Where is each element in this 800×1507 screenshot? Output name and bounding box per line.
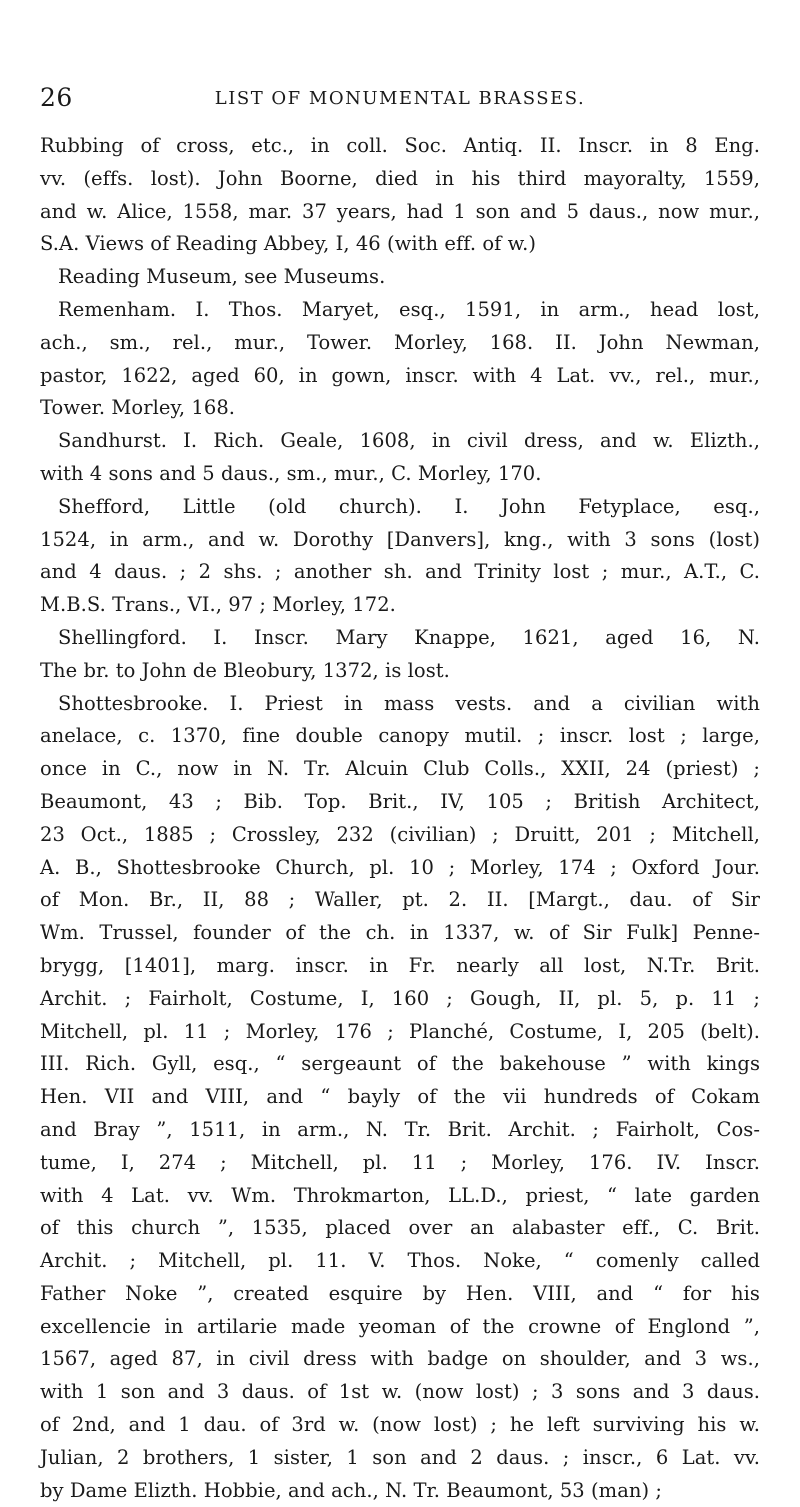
text-line: pastor, 1622, aged 60, in gown, inscr. with 4 Lat. vv., rel., mur., xyxy=(40,363,760,387)
text-line: Julian, 2 brothers, 1 sister, 1 son and 2 daus. ; inscr., 6 Lat. vv. xyxy=(40,1445,760,1469)
text-line: anelace, c. 1370, fine double canopy mutil. ; inscr. lost ; large, xyxy=(40,724,760,748)
text-line: of 2nd, and 1 dau. of 3rd w. (now lost) ; he left surviving his w. xyxy=(40,1413,760,1437)
text-line: Father Noke ”, created esquire by Hen. VIII, and “ for his xyxy=(40,1281,760,1305)
text-line: excellencie in artilarie made yeoman of the crowne of Englond ”, xyxy=(40,1314,760,1338)
text-line: and 4 daus. ; 2 shs. ; another sh. and Trinity lost ; mur., A.T., C. xyxy=(40,560,760,584)
text-line: and Bray ”, 1511, in arm., N. Tr. Brit. Archit. ; Fairholt, Cos- xyxy=(40,1117,760,1141)
text-line: Hen. VII and VIII, and “ bayly of the vii hundreds of Cokam xyxy=(40,1085,760,1109)
text-line: with 4 sons and 5 daus., sm., mur., C. Morley, 170. xyxy=(40,461,542,485)
text-line: Remenham. I. Thos. Maryet, esq., 1591, in arm., head lost, xyxy=(58,297,760,321)
text-line: M.B.S. Trans., VI., 97 ; Morley, 172. xyxy=(40,593,396,617)
text-line: brygg, [1401], marg. inscr. in Fr. nearly all lost, N.Tr. Brit. xyxy=(40,953,760,977)
text-line: III. Rich. Gyll, esq., “ sergeaunt of the bakehouse ” with kings xyxy=(40,1052,760,1076)
text-line: Wm. Trussel, founder of the ch. in 1337, w. of Sir Fulk] Penne- xyxy=(40,921,760,945)
text-line: with 1 son and 3 daus. of 1st w. (now lost) ; 3 sons and 3 daus. xyxy=(40,1380,760,1404)
text-line: 1524, in arm., and w. Dorothy [Danvers], kng., with 3 sons (lost) xyxy=(40,527,760,551)
text-line: Rubbing of cross, etc., in coll. Soc. Antiq. II. Inscr. in 8 Eng. xyxy=(40,134,760,157)
running-title: LIST OF MONUMENTAL BRASSES. xyxy=(214,88,586,109)
text-line: Reading Museum, see Museums. xyxy=(58,265,386,289)
text-line: The br. to John de Bleobury, 1372, is lost. xyxy=(40,658,450,682)
text-line: of Mon. Br., II, 88 ; Waller, pt. 2. II. [Margt., dau. of Sir xyxy=(40,888,760,912)
text-line: Sandhurst. I. Rich. Geale, 1608, in civil dress, and w. Elizth., xyxy=(58,429,760,453)
text-line: Archit. ; Mitchell, pl. 11. V. Thos. Noke, “ comenly called xyxy=(40,1249,760,1273)
text-line: by Dame Elizth. Hobbie, and ach., N. Tr. Beaumont, 53 (man) ; xyxy=(40,1478,663,1502)
text-line: of this church ”, 1535, placed over an alabaster eff., C. Brit. xyxy=(40,1216,760,1240)
text-line: Shefford, Little (old church). I. John Fetyplace, esq., xyxy=(58,494,760,518)
text-line: once in C., now in N. Tr. Alcuin Club Colls., XXII, 24 (priest) ; xyxy=(40,757,760,781)
text-line: Mitchell, pl. 11 ; Morley, 176 ; Planché, Costume, I, 205 (belt). xyxy=(40,1019,760,1043)
page-number: 26 xyxy=(40,83,73,112)
text-line: vv. (effs. lost). John Boorne, died in his third mayoralty, 1559, xyxy=(40,166,760,190)
text-line: S.A. Views of Reading Abbey, I, 46 (with eff. of w.) xyxy=(40,232,536,256)
text-line: Archit. ; Fairholt, Costume, I, 160 ; Gough, II, pl. 5, p. 11 ; xyxy=(40,986,760,1010)
text-line: Tower. Morley, 168. xyxy=(40,396,236,420)
text-line: with 4 Lat. vv. Wm. Throkmarton, LL.D., priest, “ late garden xyxy=(40,1183,760,1207)
page-header xyxy=(40,82,760,114)
text-line: Beaumont, 43 ; Bib. Top. Brit., IV, 105 ; British Architect, xyxy=(40,789,760,813)
text-line: Shottesbrooke. I. Priest in mass vests. and a civilian with xyxy=(58,691,760,715)
body-text xyxy=(40,130,760,1507)
text-line: ach., sm., rel., mur., Tower. Morley, 168. II. John Newman, xyxy=(40,330,760,354)
text-line: 1567, aged 87, in civil dress with badge on shoulder, and 3 ws., xyxy=(40,1347,760,1371)
text-line: A. B., Shottesbrooke Church, pl. 10 ; Morley, 174 ; Oxford Jour. xyxy=(40,855,760,879)
text-line: 23 Oct., 1885 ; Crossley, 232 (civilian) ; Druitt, 201 ; Mitchell, xyxy=(40,822,760,846)
text-line: Shellingford. I. Inscr. Mary Knappe, 1621, aged 16, N. xyxy=(58,625,760,649)
text-line: tume, I, 274 ; Mitchell, pl. 11 ; Morley, 176. IV. Inscr. xyxy=(40,1150,760,1174)
text-line: and w. Alice, 1558, mar. 37 years, had 1 son and 5 daus., now mur., xyxy=(40,199,760,223)
